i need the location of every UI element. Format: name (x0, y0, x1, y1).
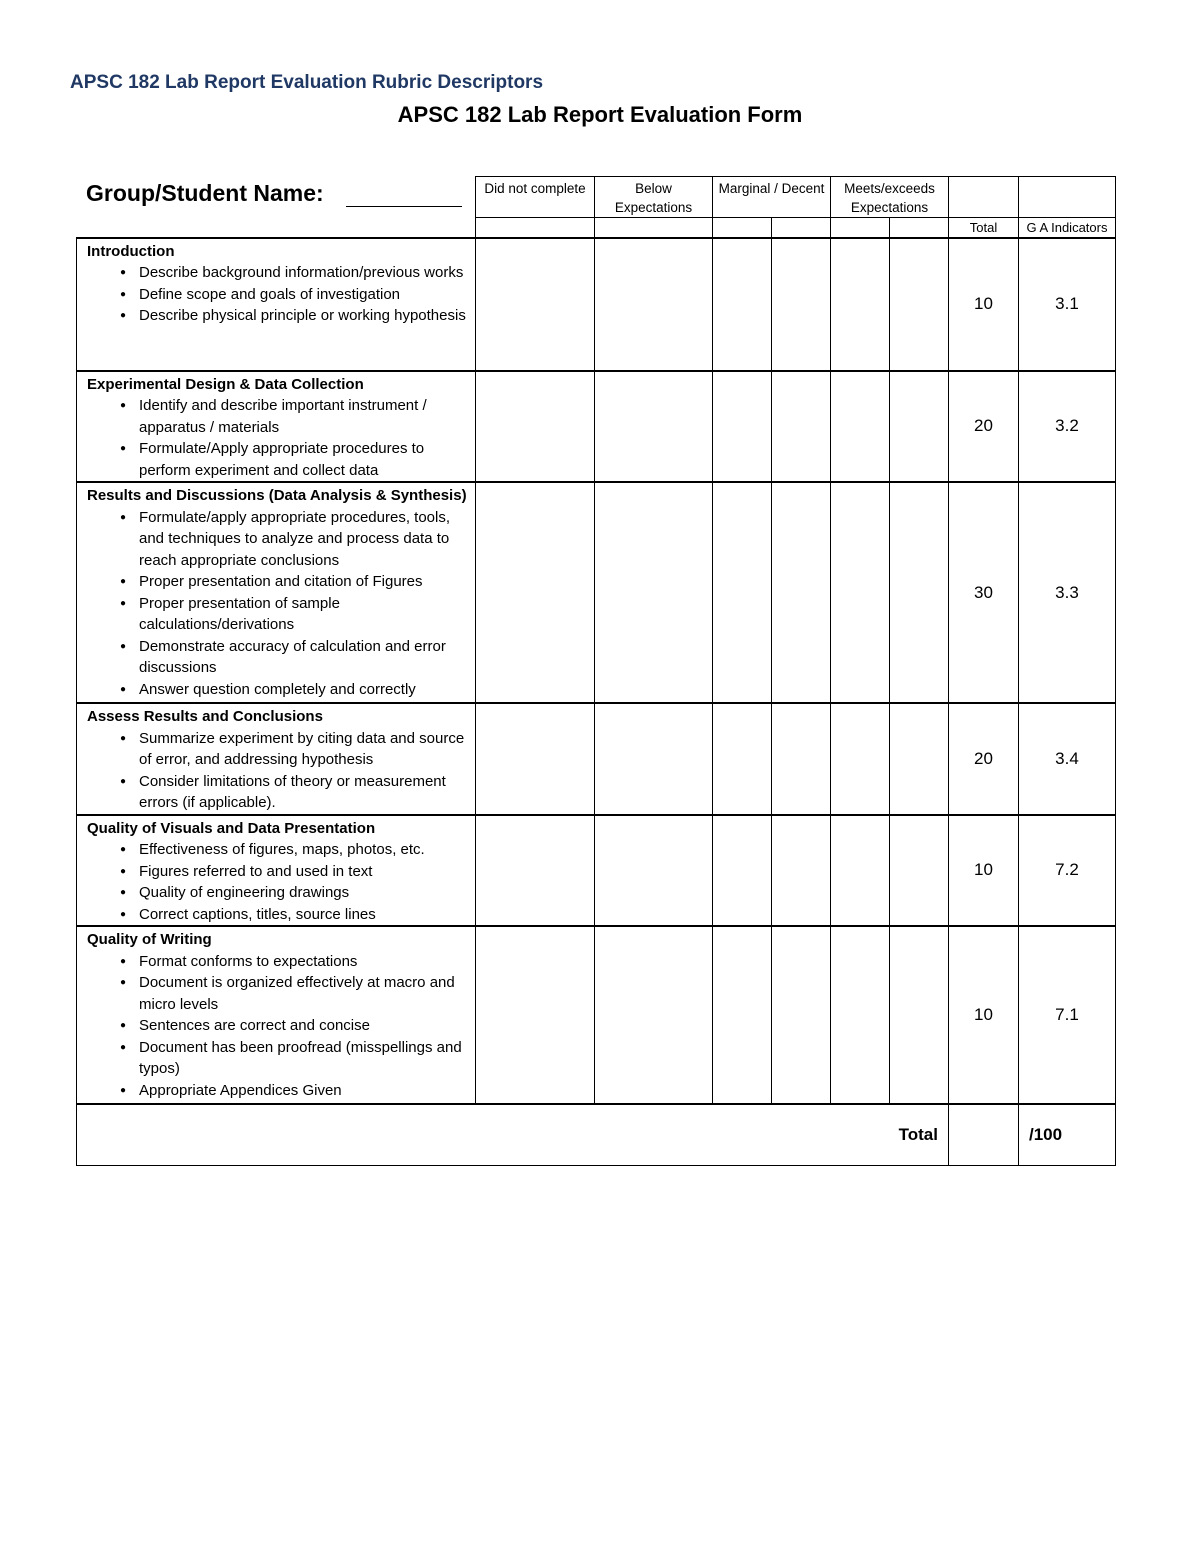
score-cell[interactable] (595, 482, 713, 703)
criterion-title: Results and Discussions (Data Analysis & Synthesis) (87, 487, 467, 504)
criterion-cell (77, 482, 476, 703)
score-cell[interactable] (713, 815, 772, 927)
criterion-bullets (87, 262, 469, 327)
criterion-bullets (87, 507, 469, 701)
score-cell[interactable] (713, 371, 772, 483)
score-cell[interactable] (890, 703, 949, 815)
total-score-cell[interactable] (949, 1104, 1019, 1165)
total-max-points: /100 (1019, 1104, 1116, 1165)
criterion-cell (77, 926, 476, 1104)
score-cell[interactable] (890, 815, 949, 927)
criterion-bullet: ● Summarize experiment by citing data and source of error, and addressing hypothesis (139, 728, 469, 771)
criterion-title: Introduction (87, 242, 175, 260)
criterion-bullet: ● Identify and describe important instrument / apparatus / materials (139, 395, 469, 438)
criterion-cell (77, 815, 476, 927)
col-ga-indicators-label: G A Indicators (1019, 218, 1116, 238)
form-title: APSC 182 Lab Report Evaluation Form (397, 102, 803, 127)
criterion-row (77, 371, 1116, 483)
col-below-expectations: Below Expectations (595, 177, 713, 218)
score-cell[interactable] (595, 926, 713, 1104)
score-cell[interactable] (890, 482, 949, 703)
criterion-title: Experimental Design & Data Collection (87, 375, 364, 393)
criterion-cell (77, 371, 476, 483)
score-subcell (890, 218, 949, 238)
score-subcell (476, 218, 595, 238)
score-subcell (713, 218, 772, 238)
score-cell[interactable] (772, 482, 831, 703)
score-cell[interactable] (772, 815, 831, 927)
criterion-cell (77, 703, 476, 815)
criterion-bullet: ● Answer question completely and correctly (139, 679, 469, 701)
criterion-bullet: ● Document has been proofread (misspellings and typos) (139, 1037, 469, 1080)
score-cell[interactable] (595, 371, 713, 483)
criterion-bullet: ● Formulate/Apply appropriate procedures to perform experiment and collect data (139, 438, 469, 481)
score-cell[interactable] (831, 815, 890, 927)
col-total-blank (949, 177, 1019, 218)
evaluation-table (76, 176, 1116, 1166)
criterion-bullet: ● Formulate/apply appropriate procedures, tools, and techniques to analyze and process data to reach appropriate conclusions (139, 507, 469, 572)
score-cell[interactable] (831, 703, 890, 815)
criterion-bullet: ● Proper presentation of sample calculations/derivations (139, 593, 469, 636)
criterion-row (77, 703, 1116, 815)
score-cell[interactable] (831, 926, 890, 1104)
score-cell[interactable] (476, 482, 595, 703)
criterion-total-points: 10 (949, 238, 1019, 371)
score-cell[interactable] (713, 238, 772, 371)
rubric-descriptors-title: APSC 182 Lab Report Evaluation Rubric Descriptors (70, 72, 544, 93)
criterion-ga-indicator: 3.1 (1019, 238, 1116, 371)
total-row (77, 1104, 1116, 1165)
criterion-row (77, 815, 1116, 927)
score-cell[interactable] (713, 926, 772, 1104)
score-cell[interactable] (772, 926, 831, 1104)
criterion-bullet: ● Consider limitations of theory or measurement errors (if applicable). (139, 771, 469, 814)
criterion-bullets (87, 839, 469, 925)
score-cell[interactable] (595, 238, 713, 371)
criterion-total-points: 30 (949, 482, 1019, 703)
score-subcell (595, 218, 713, 238)
criterion-ga-indicator: 3.4 (1019, 703, 1116, 815)
criterion-ga-indicator: 7.1 (1019, 926, 1116, 1104)
criterion-cell (77, 238, 476, 371)
group-student-name-label: Group/Student Name: (86, 180, 324, 206)
score-cell[interactable] (772, 703, 831, 815)
score-cell[interactable] (476, 815, 595, 927)
score-cell[interactable] (890, 371, 949, 483)
col-meets-exceeds: Meets/exceeds Expectations (831, 177, 949, 218)
score-cell[interactable] (831, 371, 890, 483)
header-spacer (77, 177, 476, 238)
col-marginal-decent: Marginal / Decent (713, 177, 831, 218)
score-cell[interactable] (772, 371, 831, 483)
col-total-label: Total (949, 218, 1019, 238)
criterion-bullet: ● Document is organized effectively at macro and micro levels (139, 972, 469, 1015)
criterion-bullet: ● Demonstrate accuracy of calculation and error discussions (139, 636, 469, 679)
criterion-bullet: ● Format conforms to expectations (139, 951, 469, 973)
criterion-bullet: ● Effectiveness of figures, maps, photos, etc. (139, 839, 469, 861)
score-subcell (772, 218, 831, 238)
criterion-bullets (87, 951, 469, 1102)
score-cell[interactable] (595, 815, 713, 927)
score-cell[interactable] (831, 238, 890, 371)
criterion-bullet: ● Define scope and goals of investigation (139, 284, 469, 306)
criterion-bullet: ● Figures referred to and used in text (139, 861, 469, 883)
score-cell[interactable] (595, 703, 713, 815)
criterion-bullets (87, 728, 469, 814)
criterion-bullet: ● Sentences are correct and concise (139, 1015, 469, 1037)
score-cell[interactable] (713, 703, 772, 815)
score-cell[interactable] (476, 238, 595, 371)
criterion-bullet: ● Describe physical principle or working hypothesis (139, 305, 469, 327)
criterion-bullet: ● Quality of engineering drawings (139, 882, 469, 904)
score-cell[interactable] (713, 482, 772, 703)
col-did-not-complete: Did not complete (476, 177, 595, 218)
criterion-title: Assess Results and Conclusions (87, 708, 323, 725)
criterion-title: Quality of Visuals and Data Presentation (87, 819, 376, 837)
criterion-ga-indicator: 7.2 (1019, 815, 1116, 927)
criterion-bullets (87, 395, 469, 481)
score-subcell (831, 218, 890, 238)
score-cell[interactable] (831, 482, 890, 703)
col-ga-blank (1019, 177, 1116, 218)
score-cell[interactable] (476, 703, 595, 815)
score-cell[interactable] (476, 371, 595, 483)
criterion-bullet: ● Proper presentation and citation of Figures (139, 571, 469, 593)
criterion-row (77, 482, 1116, 703)
score-cell[interactable] (476, 926, 595, 1104)
criterion-row (77, 926, 1116, 1104)
score-cell[interactable] (890, 926, 949, 1104)
criterion-bullet: ● Describe background information/previous works (139, 262, 469, 284)
criterion-total-points: 10 (949, 926, 1019, 1104)
criterion-bullet: ● Correct captions, titles, source lines (139, 904, 469, 926)
criterion-title: Quality of Writing (87, 931, 212, 948)
criterion-total-points: 20 (949, 703, 1019, 815)
criterion-row (77, 238, 1116, 371)
criterion-bullet: ● Appropriate Appendices Given (139, 1080, 469, 1102)
score-cell[interactable] (772, 238, 831, 371)
criterion-total-points: 20 (949, 371, 1019, 483)
score-cell[interactable] (890, 238, 949, 371)
criterion-ga-indicator: 3.3 (1019, 482, 1116, 703)
criterion-total-points: 10 (949, 815, 1019, 927)
total-label: Total (77, 1104, 949, 1165)
criterion-ga-indicator: 3.2 (1019, 371, 1116, 483)
